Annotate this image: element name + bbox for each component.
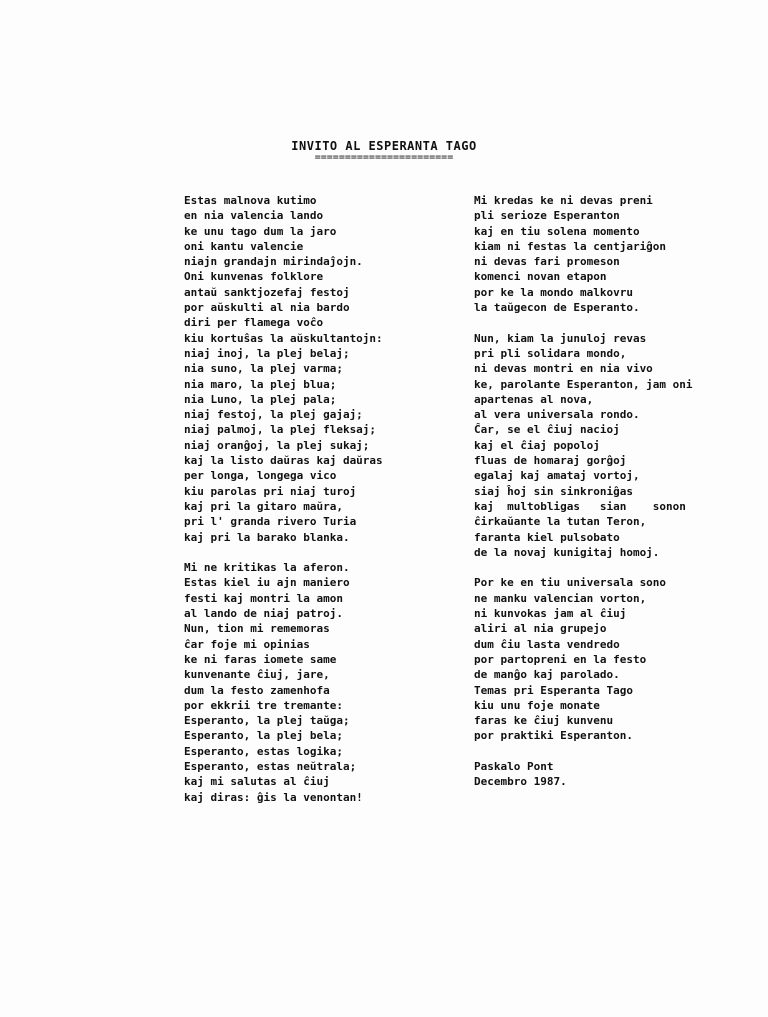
verse-line: kaj la listo daŭras kaj daŭras	[184, 454, 383, 468]
poem-title: INVITO AL ESPERANTA TAGO	[291, 139, 477, 153]
verse-line: kunvenante ĉiuj, jare,	[184, 668, 330, 682]
verse-line: egalaj kaj amataj vortoj,	[474, 469, 640, 483]
verse-line: Nun, tion mi rememoras	[184, 622, 330, 636]
verse-line: Mi kredas ke ni devas preni	[474, 194, 653, 207]
verse-line: apartenas al nova,	[474, 392, 594, 406]
verse-line: al vera universala rondo.	[474, 408, 640, 422]
verse-line: pri l' granda rivero Turia	[184, 515, 357, 529]
verse-line: antaŭ sanktjozefaj festoj	[184, 285, 350, 299]
verse-line: nia maro, la plej blua;	[184, 377, 337, 391]
verse-line: pli serioze Esperanton	[474, 209, 620, 223]
verse-line: kiu parolas pri niaj turoj	[184, 484, 357, 498]
verse-line: kaj diras: ĝis la venontan!	[184, 790, 363, 804]
verse-line: ne manku valencian vorton,	[474, 591, 647, 605]
left-column	[184, 193, 474, 805]
verse-line: Temas pri Esperanta Tago	[474, 683, 633, 697]
verse-line: fluas de homaraj gorĝoj	[474, 454, 627, 468]
verse-line: Ĉar, se el ĉiuj nacioj	[474, 423, 620, 437]
verse-line: Oni kunvenas folklore	[184, 270, 324, 284]
verse-line: kaj pri la gitaro maŭra,	[184, 499, 343, 513]
verse-line: pri pli solidara mondo,	[474, 346, 627, 360]
verse-line: faras ke ĉiuj kunvenu	[474, 714, 614, 728]
verse-line: nia Luno, la plej pala;	[184, 392, 337, 406]
verse-line: nia suno, la plej varma;	[184, 362, 343, 376]
stanza-break	[474, 560, 734, 575]
verse-line: oni kantu valencie	[184, 239, 304, 253]
verse-line: niaj oranĝoj, la plej sukaj;	[184, 438, 370, 452]
verse-line: por ke la mondo malkovru	[474, 285, 633, 299]
verse-line: kaj multobligas sian sonon	[474, 499, 686, 513]
stanza-break	[474, 315, 734, 330]
verse-line: de la novaj kunigitaj homoj.	[474, 545, 660, 559]
right-column	[474, 193, 734, 790]
verse-line: niaj palmoj, la plej fleksaj;	[184, 423, 377, 437]
verse-line: Esperanto, estas logika;	[184, 744, 343, 758]
verse-line: al lando de niaj patroj.	[184, 607, 343, 621]
verse-line: Mi ne kritikas la aferon.	[184, 561, 350, 575]
verse-line: Esperanto, estas neŭtrala;	[184, 759, 357, 773]
verse-line: dum ĉiu lasta vendredo	[474, 637, 620, 651]
stanza-break	[184, 545, 474, 560]
verse-line: Estas kiel iu ajn maniero	[184, 576, 350, 590]
verse-line: ke ni faras iomete same	[184, 652, 337, 666]
verse-line: kiu unu foje monate	[474, 698, 600, 712]
verse-line: ni devas montri en nia vivo	[474, 362, 653, 376]
verse-line: ni devas fari promeson	[474, 255, 620, 269]
verse-line: siaj ĥoj sin sinkroniĝas	[474, 484, 633, 498]
title-underline: =======================	[314, 152, 454, 163]
stanza-break	[474, 744, 734, 759]
verse-line: niaj inoj, la plej belaj;	[184, 346, 350, 360]
verse-line: kaj mi salutas al ĉiuj	[184, 775, 330, 789]
verse-line: Estas malnova kutimo	[184, 194, 317, 207]
verse-line: diri per flamega voĉo	[184, 316, 324, 330]
verse-line: Nun, kiam la junuloj revas	[474, 331, 647, 345]
verse-line: ni kunvokas jam al ĉiuj	[474, 607, 627, 621]
verse-line: per longa, longega vico	[184, 469, 337, 483]
verse-line: kaj pri la barako blanka.	[184, 530, 350, 544]
verse-line: por praktiki Esperanton.	[474, 729, 633, 743]
verse-line: festi kaj montri la amon	[184, 591, 343, 605]
verse-line: ĉar foje mi opinias	[184, 637, 310, 651]
verse-line: Esperanto, la plej taŭga;	[184, 714, 350, 728]
verse-line: kaj en tiu solena momento	[474, 224, 640, 238]
verse-line: en nia valencia lando	[184, 209, 324, 223]
verse-line: aliri al nia grupejo	[474, 622, 607, 636]
verse-line: Esperanto, la plej bela;	[184, 729, 343, 743]
verse-line: de manĝo kaj parolado.	[474, 668, 620, 682]
verse-line: kiu kortuŝas la aŭskultantojn:	[184, 331, 383, 345]
verse-line: faranta kiel pulsobato	[474, 530, 620, 544]
verse-line: por aŭskulti al nia bardo	[184, 301, 350, 315]
verse-line: kaj el ĉiaj popoloj	[474, 438, 600, 452]
verse-line: komenci novan etapon	[474, 270, 607, 284]
verse-line: Paskalo Pont	[474, 759, 554, 773]
verse-line: ke, parolante Esperanton, jam oni	[474, 377, 693, 391]
verse-line: por partopreni en la festo	[474, 652, 647, 666]
verse-line: la taŭgecon de Esperanto.	[474, 301, 640, 315]
verse-line: dum la festo zamenhofa	[184, 683, 330, 697]
verse-line: kiam ni festas la centjariĝon	[474, 239, 667, 253]
verse-line: por ekkrii tre tremante:	[184, 698, 343, 712]
verse-line: niaj festoj, la plej gajaj;	[184, 408, 363, 422]
verse-line: ke unu tago dum la jaro	[184, 224, 337, 238]
verse-line: Por ke en tiu universala sono	[474, 576, 667, 590]
verse-line: Decembro 1987.	[474, 775, 567, 789]
verse-line: niajn grandajn mirindaĵojn.	[184, 255, 363, 269]
verse-line: ĉirkaŭante la tutan Teron,	[474, 515, 647, 529]
